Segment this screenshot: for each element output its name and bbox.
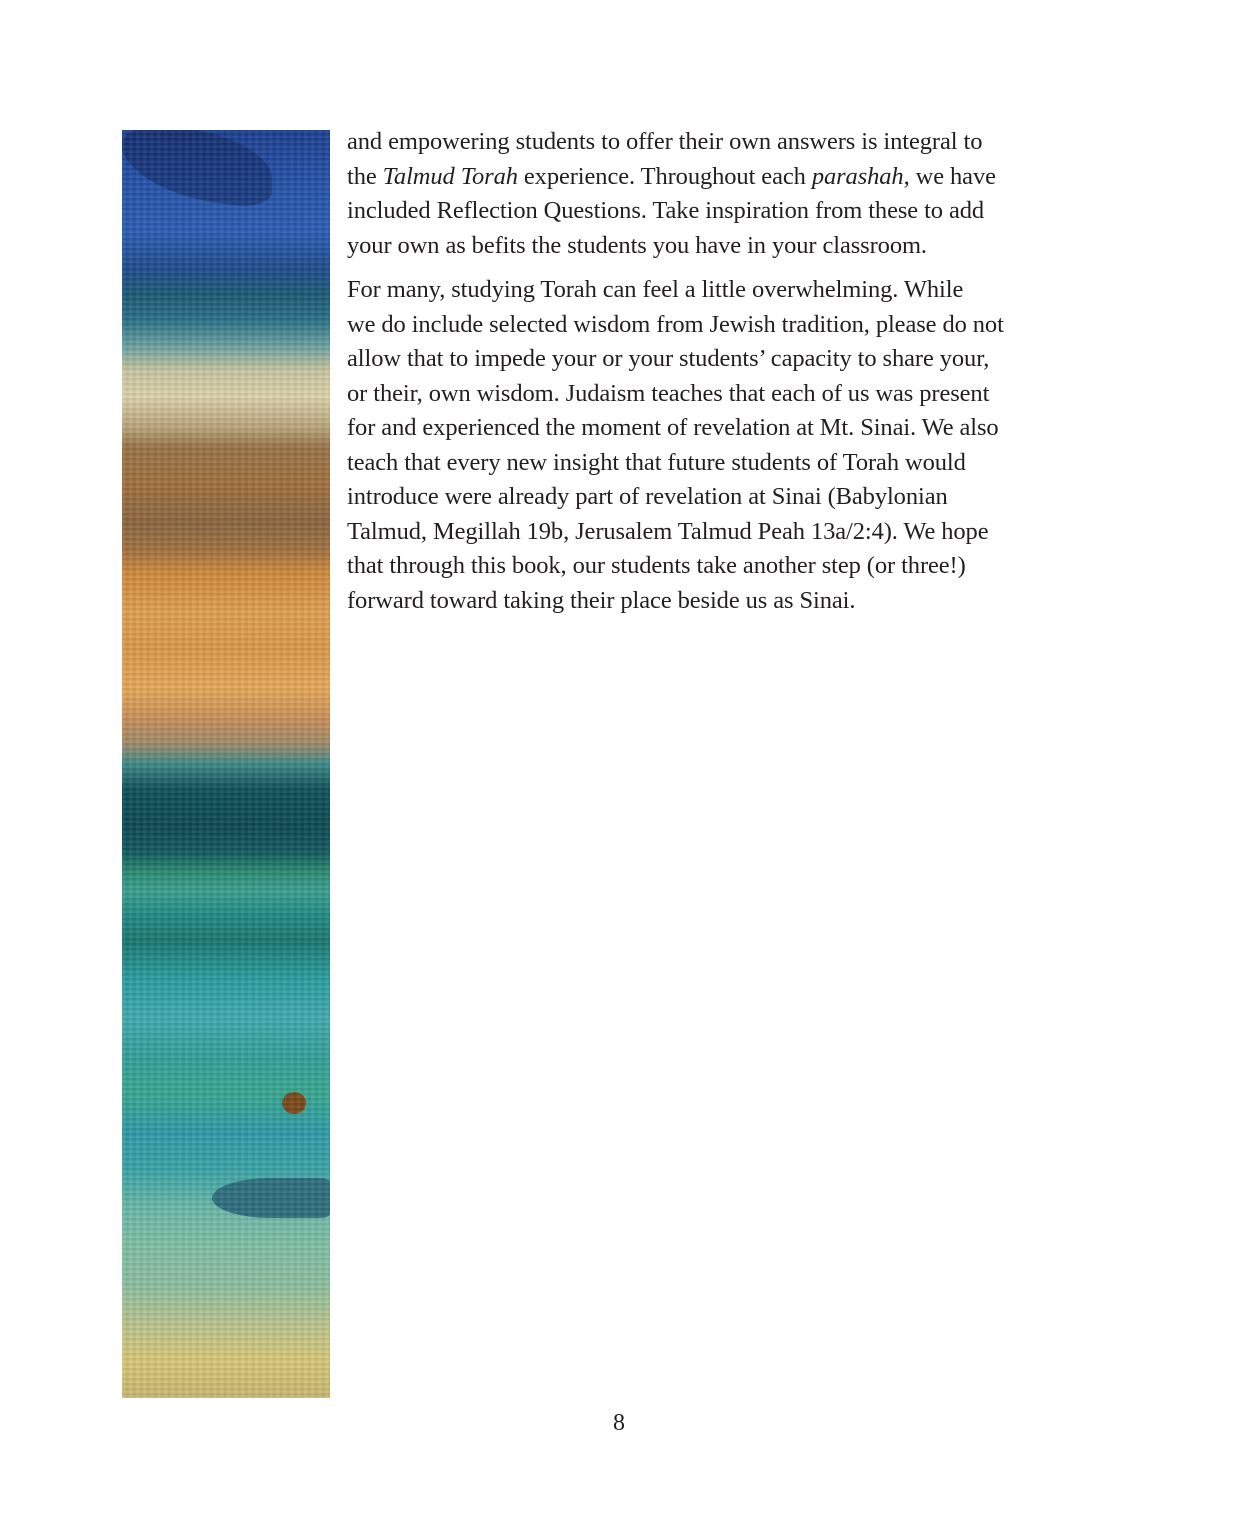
text-line: introduce were already part of revelation at Sinai (Babylonian [347, 483, 948, 510]
body-text-column [347, 125, 1122, 628]
text-line: forward toward taking their place beside us as Sinai. [347, 586, 856, 614]
text-line: that through this book, our students take another step (or three!) [347, 552, 966, 579]
text-line: For many, studying Torah can feel a little overwhelming. While [347, 276, 964, 303]
italic-term-parashah: parashah [811, 162, 904, 190]
text-line: allow that to impede your or your students’ capacity to share your, [347, 345, 990, 372]
text-line: Talmud, Megillah 19b, Jerusalem Talmud Peah 13a/2:4). We hope [347, 517, 989, 545]
page-number: 8 [613, 1410, 625, 1436]
decorative-painting-strip [122, 130, 330, 1398]
text-line: teach that every new insight that future students of Torah would [347, 448, 966, 476]
text-line: for and experienced the moment of revelation at Mt. Sinai. We also [347, 414, 999, 441]
paragraph-sinai-revelation [347, 273, 1122, 618]
paragraph-reflection-questions [347, 125, 1122, 263]
text-segment: experience. Throughout each [517, 162, 812, 190]
text-line: or their, own wisdom. Judaism teaches that each of us was present [347, 379, 990, 407]
painting-texture-overlay [122, 130, 330, 1398]
text-line [347, 160, 1122, 195]
text-line: we do include selected wisdom from Jewish tradition, please do not [347, 310, 1004, 338]
text-line: and empowering students to offer their own answers is integral to [347, 128, 983, 155]
text-segment: the [347, 162, 383, 190]
text-line: your own as befits the students you have in your classroom. [347, 231, 927, 259]
text-line: included Reflection Questions. Take inspiration from these to add [347, 197, 985, 224]
italic-term-talmud-torah: Talmud Torah [382, 162, 518, 190]
text-segment: , we have [903, 162, 996, 190]
